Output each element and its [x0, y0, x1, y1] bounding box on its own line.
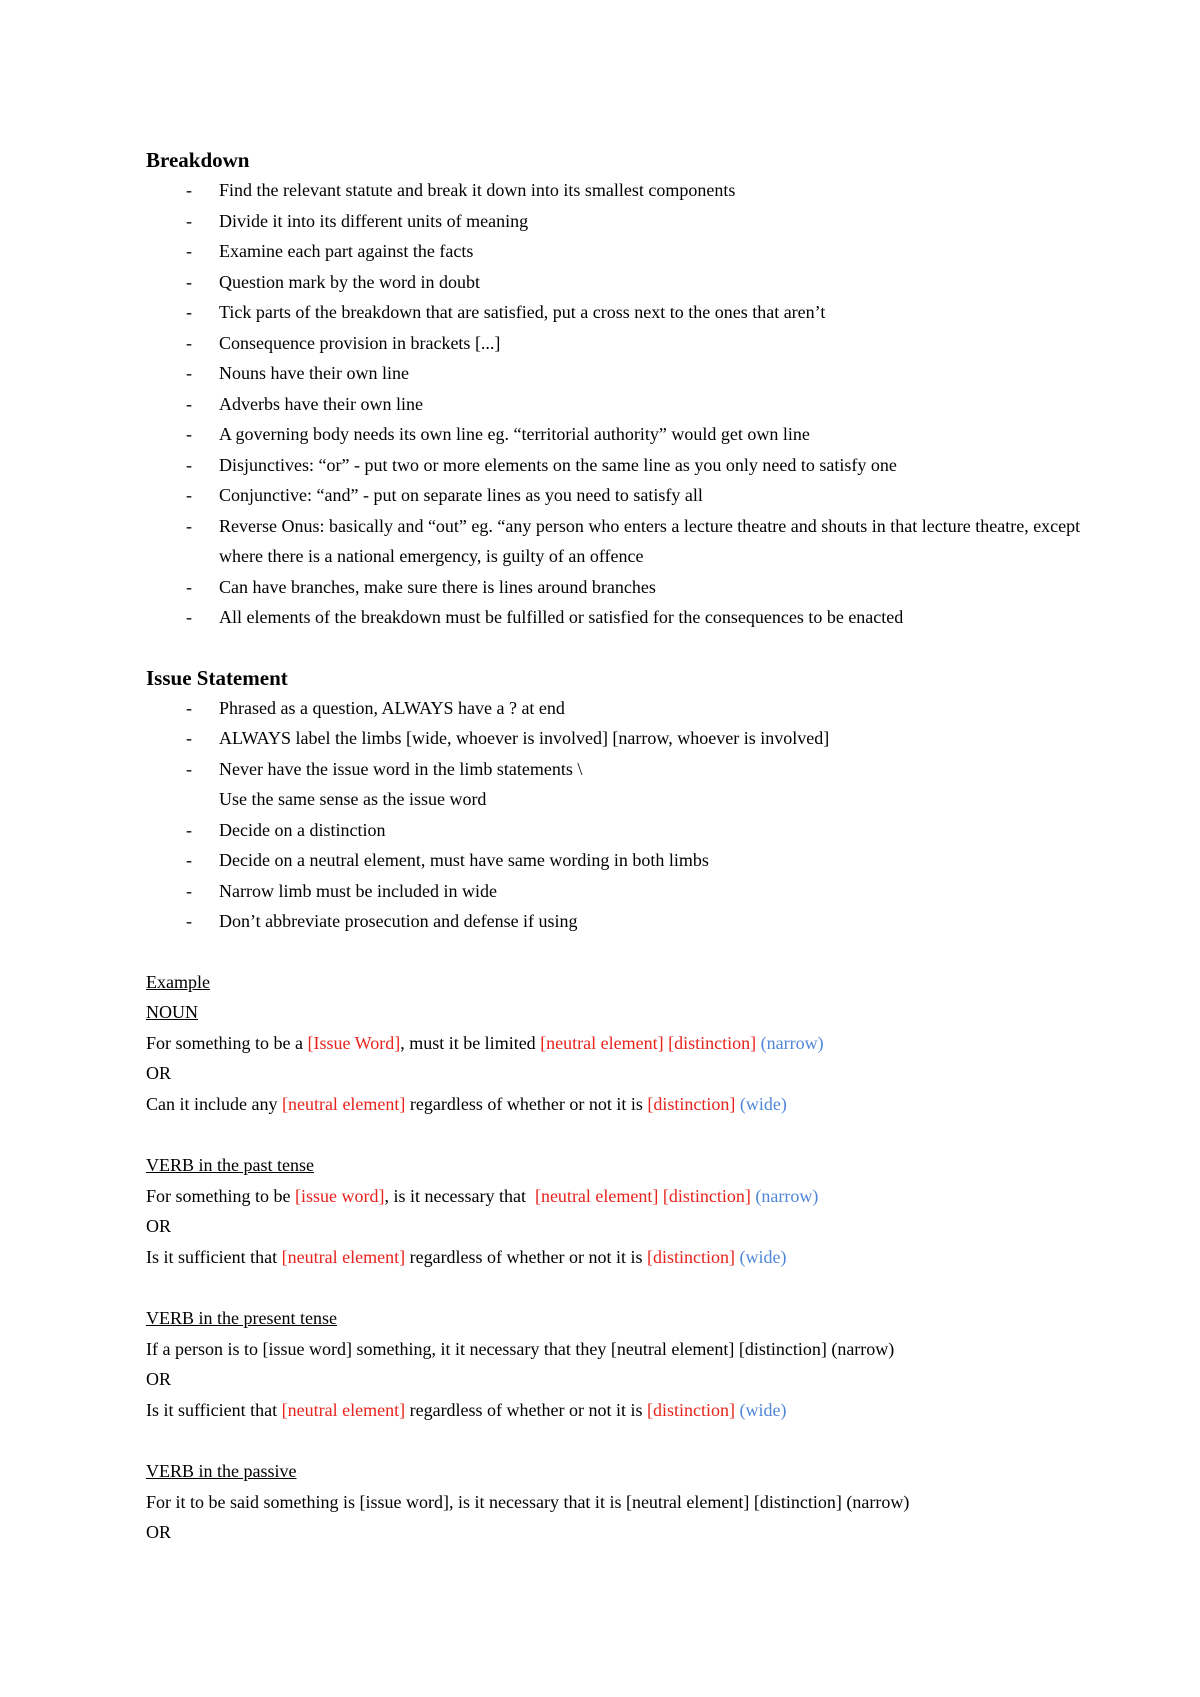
- list-item-text: ALWAYS label the limbs [wide, whoever is involved] [narrow, whoever is involved]: [219, 728, 830, 748]
- list-item: [146, 845, 1086, 876]
- list-item: [146, 389, 1086, 420]
- list-dash: -: [186, 850, 192, 870]
- list-item-text: Examine each part against the facts: [219, 241, 474, 261]
- list-item-text: Divide it into its different units of meaning: [219, 210, 529, 231]
- list-dash: -: [186, 363, 192, 383]
- noun-wide-line: [146, 1089, 1086, 1120]
- distinction-placeholder: [distinction]: [662, 1185, 751, 1206]
- issue-word-placeholder: [Issue Word]: [307, 1032, 401, 1053]
- list-item-text: Phrased as a question, ALWAYS have a ? at end: [219, 697, 565, 718]
- list-dash: -: [186, 819, 192, 840]
- noun-narrow-line: [146, 1028, 1086, 1059]
- list-dash: -: [186, 454, 192, 475]
- list-item: [146, 480, 1086, 511]
- list-dash: -: [186, 911, 192, 931]
- breakdown-heading: Breakdown: [146, 148, 250, 172]
- issue-statement-heading: Issue Statement: [146, 665, 288, 690]
- wide-limb-label: (wide): [739, 1246, 787, 1267]
- plain-text: Is it sufficient that: [146, 1399, 282, 1420]
- distinction-placeholder: [distinction]: [647, 1399, 736, 1420]
- list-item: [146, 572, 1086, 603]
- list-dash: -: [186, 271, 192, 292]
- list-dash: -: [186, 180, 192, 200]
- list-dash: -: [186, 485, 192, 505]
- issue-word-placeholder: [issue word]: [295, 1185, 385, 1206]
- list-dash: -: [186, 607, 192, 627]
- list-item: [146, 906, 1086, 937]
- list-item: [146, 297, 1086, 328]
- list-item: [146, 450, 1086, 481]
- list-dash: -: [186, 393, 192, 414]
- list-item: [146, 876, 1086, 907]
- list-item-text: Question mark by the word in doubt: [219, 271, 480, 292]
- section-spacer: [146, 633, 1086, 663]
- verb-present-wide-line: [146, 1395, 1086, 1426]
- verb-past-example-title: VERB in the past tense: [146, 1155, 314, 1175]
- list-dash: -: [186, 728, 192, 748]
- plain-text: , must it be limited: [400, 1032, 541, 1053]
- list-item-text: Never have the issue word in the limb statements \: [219, 758, 583, 779]
- list-item: [146, 693, 1086, 724]
- or-line: OR: [146, 1369, 172, 1389]
- list-item-text: All elements of the breakdown must be fulfilled or satisfied for the consequences to be enacted: [219, 607, 904, 627]
- or-line: OR: [146, 1063, 172, 1083]
- list-item: [146, 236, 1086, 267]
- list-dash: -: [186, 210, 192, 231]
- list-dash: -: [186, 880, 192, 901]
- distinction-placeholder: [distinction]: [647, 1093, 736, 1114]
- plain-text: regardless of whether or not it is: [405, 1246, 648, 1267]
- plain-text: regardless of whether or not it is: [405, 1399, 648, 1420]
- plain-text: Is it sufficient that: [146, 1246, 282, 1267]
- wide-limb-label: (wide): [739, 1093, 787, 1114]
- verb-passive-narrow-line: For it to be said something is [issue word], is it necessary that it is [neutral element] [distinction] (narrow): [146, 1491, 910, 1512]
- distinction-placeholder: [distinction]: [668, 1032, 757, 1053]
- or-line: OR: [146, 1522, 172, 1542]
- list-item: [146, 815, 1086, 846]
- wide-limb-label: (wide): [739, 1399, 787, 1420]
- list-dash: -: [186, 758, 192, 779]
- plain-text: regardless of whether or not it is: [405, 1093, 648, 1114]
- document-page: [146, 145, 1086, 1548]
- plain-text: , is it necessary that: [384, 1185, 535, 1206]
- list-item-text: Tick parts of the breakdown that are satisfied, put a cross next to the ones that aren’t: [219, 302, 826, 322]
- list-item-text: Disjunctives: “or” - put two or more elements on the same line as you only need to satisfy one: [219, 454, 897, 475]
- list-dash: -: [186, 424, 192, 444]
- neutral-element-placeholder: [neutral element]: [281, 1093, 406, 1114]
- example-label: Example: [146, 971, 210, 992]
- noun-example-title: NOUN: [146, 1002, 198, 1022]
- list-item-continuation: Use the same sense as the issue word: [219, 789, 487, 809]
- list-item-text: A governing body needs its own line eg. “territorial authority” would get own line: [219, 424, 810, 444]
- distinction-placeholder: [distinction]: [647, 1246, 736, 1267]
- list-item-text: Adverbs have their own line: [219, 393, 423, 414]
- or-line: OR: [146, 1216, 172, 1236]
- list-item: [146, 175, 1086, 206]
- breakdown-list: [146, 175, 1086, 633]
- list-item-text: Conjunctive: “and” - put on separate lines as you need to satisfy all: [219, 485, 703, 505]
- verb-present-example-title: VERB in the present tense: [146, 1308, 337, 1328]
- list-item: [146, 328, 1086, 359]
- example-spacer: [146, 1119, 1086, 1150]
- list-dash: -: [186, 241, 192, 261]
- list-item: [146, 267, 1086, 298]
- list-item-text: Narrow limb must be included in wide: [219, 880, 497, 901]
- list-item-text: Consequence provision in brackets [...]: [219, 332, 501, 353]
- list-dash: -: [186, 697, 192, 718]
- example-spacer: [146, 1272, 1086, 1303]
- section-spacer: [146, 937, 1086, 967]
- list-dash: -: [186, 515, 192, 536]
- neutral-element-placeholder: [neutral element]: [281, 1399, 406, 1420]
- list-item: [146, 358, 1086, 389]
- neutral-element-placeholder: [neutral element]: [534, 1185, 659, 1206]
- list-item: [146, 754, 1086, 815]
- plain-text: For something to be a: [146, 1032, 308, 1053]
- list-item: [146, 723, 1086, 754]
- narrow-limb-label: (narrow): [760, 1032, 824, 1053]
- verb-past-narrow-line: [146, 1181, 1086, 1212]
- list-item-text: Don’t abbreviate prosecution and defense if using: [219, 911, 578, 931]
- issue-statement-list: [146, 693, 1086, 937]
- list-item: [146, 419, 1086, 450]
- list-item: [146, 511, 1086, 572]
- list-dash: -: [186, 576, 192, 597]
- neutral-element-placeholder: [neutral element]: [540, 1032, 664, 1053]
- verb-present-narrow-line: If a person is to [issue word] something, it it necessary that they [neutral element] [distinction] (narrow): [146, 1338, 895, 1359]
- list-item-text: Nouns have their own line: [219, 363, 409, 383]
- neutral-element-placeholder: [neutral element]: [281, 1246, 406, 1267]
- verb-passive-example-title: VERB in the passive: [146, 1461, 297, 1481]
- list-item-text: Decide on a distinction: [219, 819, 386, 840]
- list-dash: -: [186, 302, 192, 322]
- example-spacer: [146, 1425, 1086, 1456]
- list-item-text: Find the relevant statute and break it down into its smallest components: [219, 180, 736, 200]
- list-dash: -: [186, 332, 192, 353]
- narrow-limb-label: (narrow): [755, 1185, 819, 1206]
- verb-past-wide-line: [146, 1242, 1086, 1273]
- list-item-text: Can have branches, make sure there is lines around branches: [219, 576, 656, 597]
- list-item: [146, 602, 1086, 633]
- list-item-text: Reverse Onus: basically and “out” eg. “any person who enters a lecture theatre and shouts in that lecture theatre, except where there is a national emergency, is guilty of an offence: [219, 515, 1081, 566]
- plain-text: Can it include any: [146, 1093, 282, 1114]
- list-item-text: Decide on a neutral element, must have same wording in both limbs: [219, 850, 709, 870]
- plain-text: For something to be: [146, 1185, 295, 1206]
- list-item: [146, 206, 1086, 237]
